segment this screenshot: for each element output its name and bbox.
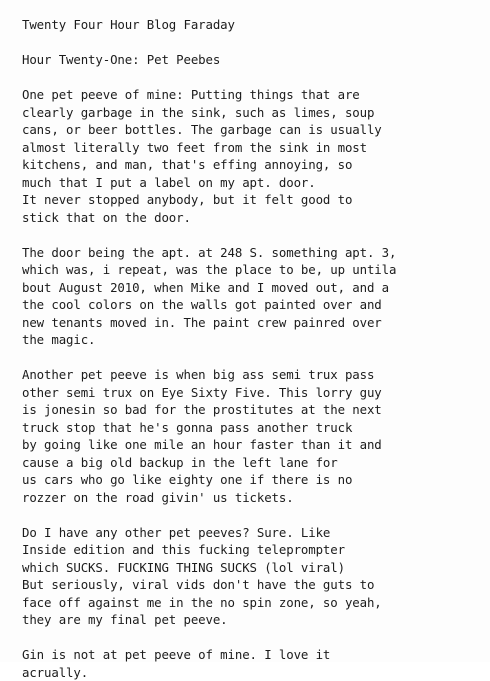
text-line: It never stopped anybody, but it felt good to — [22, 191, 480, 209]
text-line: new tenants moved in. The paint crew painred over — [22, 314, 480, 332]
text-line: they are my final pet peeve. — [22, 611, 480, 629]
paragraph-gap — [22, 226, 480, 244]
document-title — [22, 16, 480, 34]
text-line: bout August 2010, when Mike and I moved out, and a — [22, 279, 480, 297]
paragraph-3 — [22, 366, 480, 506]
paragraph-gap — [22, 629, 480, 647]
text-line: us cars who go like eighty one if there is no — [22, 471, 480, 489]
paragraph-gap — [22, 506, 480, 524]
text-line: kitchens, and man, that's effing annoying, so — [22, 156, 480, 174]
text-line: cause a big old backup in the left lane for — [22, 454, 480, 472]
paragraph-4 — [22, 524, 480, 629]
text-line: face off against me in the no spin zone, so yeah, — [22, 594, 480, 612]
text-line: almost literally two feet from the sink in most — [22, 139, 480, 157]
text-line: One pet peeve of mine: Putting things that are — [22, 86, 480, 104]
text-line: Do I have any other pet peeves? Sure. Like — [22, 524, 480, 542]
title-line: Twenty Four Hour Blog Faraday — [22, 16, 480, 34]
paragraph-gap — [22, 34, 480, 52]
text-line: rozzer on the road givin' us tickets. — [22, 489, 480, 507]
text-line: Another pet peeve is when big ass semi trux pass — [22, 366, 480, 384]
text-line: which was, i repeat, was the place to be, up untila — [22, 261, 480, 279]
text-line: cans, or beer bottles. The garbage can is usually — [22, 121, 480, 139]
text-line: other semi trux on Eye Sixty Five. This lorry guy — [22, 384, 480, 402]
paragraph-5 — [22, 646, 480, 681]
text-line: the cool colors on the walls got painted over and — [22, 296, 480, 314]
paragraph-1 — [22, 86, 480, 226]
heading-line: Hour Twenty-One: Pet Peebes — [22, 51, 480, 69]
paragraph-gap — [22, 69, 480, 87]
text-line: clearly garbage in the sink, such as limes, soup — [22, 104, 480, 122]
text-line: by going like one mile an hour faster than it and — [22, 436, 480, 454]
text-line: much that I put a label on my apt. door. — [22, 174, 480, 192]
text-line: Inside edition and this fucking teleprompter — [22, 541, 480, 559]
text-line: The door being the apt. at 248 S. something apt. 3, — [22, 244, 480, 262]
text-line: is jonesin so bad for the prostitutes at the next — [22, 401, 480, 419]
text-line: stick that on the door. — [22, 209, 480, 227]
text-line: Gin is not at pet peeve of mine. I love it — [22, 646, 480, 664]
text-line: which SUCKS. FUCKING THING SUCKS (lol viral) — [22, 559, 480, 577]
text-line: truck stop that he's gonna pass another truck — [22, 419, 480, 437]
paragraph-2 — [22, 244, 480, 349]
paragraph-gap — [22, 349, 480, 367]
text-line: the magic. — [22, 331, 480, 349]
text-line: acrually. — [22, 664, 480, 681]
document-heading — [22, 51, 480, 69]
text-line: But seriously, viral vids don't have the guts to — [22, 576, 480, 594]
